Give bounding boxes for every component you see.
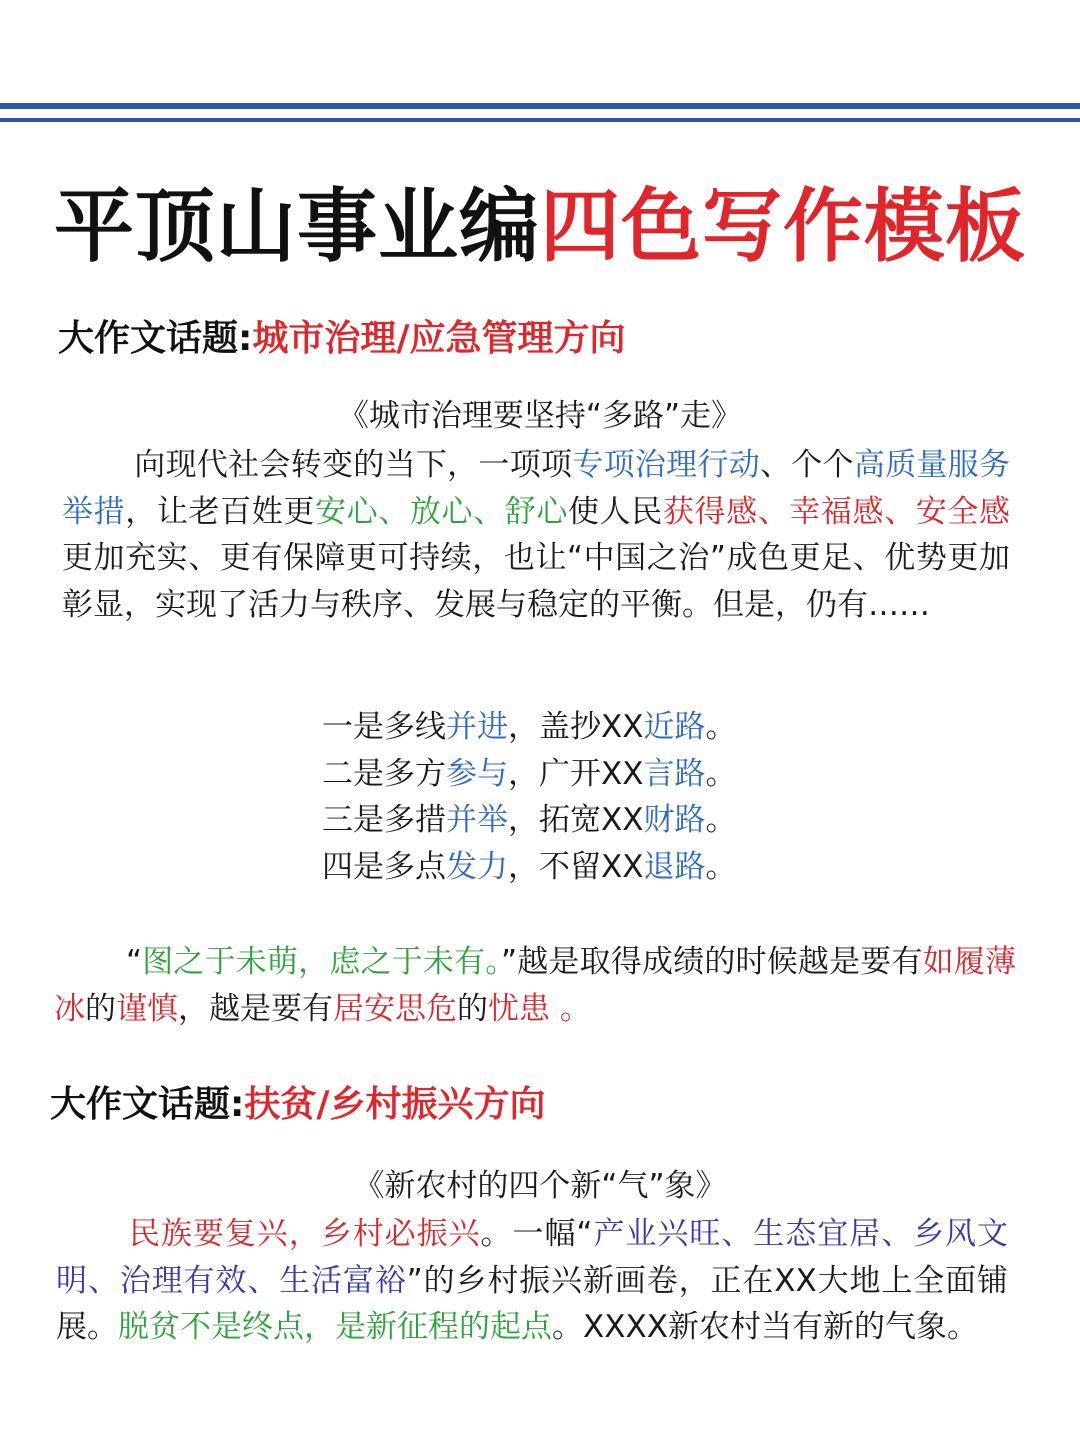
section2-heading-prefix: 大作文话题: [50,1084,245,1125]
highlight-green: 安心、放心、舒心 [314,493,568,530]
highlight-red: 。 [550,990,591,1027]
section1-heading-topic: 城市治理/应急管理方向 [252,318,626,359]
highlight-blue: 近路 [643,709,706,745]
list-item [322,844,736,891]
highlight-blue: 参与 [446,755,508,792]
highlight-red: 获得感、幸福感、安全感 [662,493,1011,530]
text-run: “ [126,944,143,980]
section2-heading [50,1082,546,1128]
list-item [322,704,736,751]
highlight-green: 脱贫不是终点，是新征程的起点 [118,1309,552,1345]
highlight-red: 民族要复兴，乡村必振兴 [128,1216,481,1252]
text-run: 二是多方 [322,755,446,792]
text-run: ”越是取得成绩的时候越是要有 [500,944,923,980]
highlight-blue: 发力 [446,848,508,885]
list-item [322,797,736,844]
page-title [0,178,1080,274]
page-title-part2: 四色写作模板 [540,179,1026,273]
section2-intro-paragraph [56,1211,1008,1351]
text-run: ，拓宽XX [508,802,644,838]
highlight-purple: 产业兴旺、生态宜居、乡风文明、治理有效、生活富裕 [56,1216,1009,1299]
text-run: 使人民 [567,493,663,530]
text-run: ，让老百姓更 [125,493,315,530]
section1-essay-title: 《城市治理要坚持“多路”走》 [337,398,743,434]
page-title-part1: 平顶山事业编 [54,179,540,273]
text-run: 的 [85,990,116,1027]
text-run: 。 [705,802,737,838]
top-divider-thick [0,103,1080,109]
text-run: 向现代社会转变的当下，一项项 [134,447,573,483]
text-run: 。 [705,755,737,792]
section2-heading-topic: 扶贫/乡村振兴方向 [244,1084,546,1125]
text-run: ，越是要有 [178,990,333,1027]
highlight-red: 如履薄冰 [54,944,1017,1027]
section1-heading [58,316,626,362]
text-run: 更加充实、更有保障更可持续，也让“中国之治”成色更足、优势更加彰显，实现了活力与秩序、发展与稳定的平衡。但是，仍有…… [62,540,1010,623]
text-run: 。一幅“ [480,1216,593,1252]
highlight-blue: 专项治理行动 [572,447,761,483]
text-run: 。 [705,848,737,885]
text-run: 三是多措 [322,802,446,838]
highlight-blue: 财路 [643,802,706,838]
section1-heading-prefix: 大作文话题: [58,318,253,359]
text-run: ”的乡村振兴新画卷，正在XX大地上全面铺展。 [56,1262,1008,1345]
highlight-blue: 并进 [446,709,508,745]
highlight-blue: 退路 [643,848,706,885]
highlight-blue: 高质量服务举措 [62,447,1011,530]
section2-essay-title: 《新农村的四个新“气”象》 [353,1168,727,1204]
section1-intro-paragraph [62,442,1010,628]
top-divider-thin [0,118,1080,122]
text-run: ，不留XX [508,848,644,885]
text-run: ，盖抄XX [508,709,644,745]
section1-conclusion-paragraph [54,939,1016,1032]
text-run: 一是多线 [322,709,446,745]
highlight-green: 图之于未萌，虑之于未有。 [142,944,501,980]
text-run: 。XXXX新农村当有新的气象。 [552,1309,978,1345]
highlight-blue: 并举 [446,802,508,838]
list-item [322,751,736,798]
highlight-red: 谨慎 [116,990,178,1027]
text-run: 的 [457,990,488,1027]
text-run: 四是多点 [322,848,446,885]
text-run: 。 [705,709,737,745]
highlight-blue: 言路 [643,755,706,792]
text-run: 、个个 [760,447,854,483]
text-run: ，广开XX [508,755,644,792]
section1-points-list [322,704,736,890]
highlight-red: 居安思危 [333,990,457,1027]
highlight-red: 忧患 [488,990,550,1027]
